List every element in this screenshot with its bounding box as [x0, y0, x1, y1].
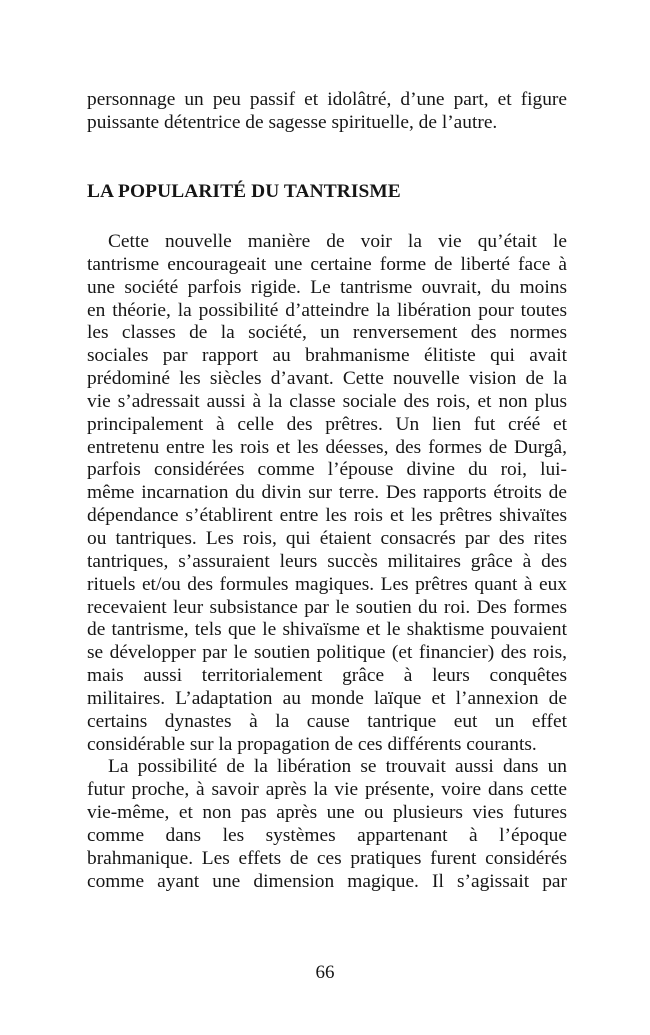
text-line: même incarnation du divin sur terre. Des rapports étroits de	[87, 482, 567, 504]
text-line: brahmanique. Les effets de ces pratiques furent considérés	[87, 847, 567, 869]
text-line: principalement à celle des prêtres. Un lien fut créé et	[87, 413, 567, 435]
text-line: vie-même, et non pas après une ou plusieurs vies futures	[87, 802, 567, 824]
text-line: recevaient leur subsistance par le soutien du roi. Des formes	[87, 596, 567, 618]
text-line: comme ayant une dimension magique. Il s’agissait par	[87, 870, 567, 892]
text-line: mais aussi territorialement grâce à leurs conquêtes	[87, 665, 567, 687]
text-line: considérable sur la propagation de ces différents courants.	[87, 733, 537, 755]
text-line: puissante détentrice de sagesse spirituelle, de l’autre.	[87, 111, 498, 133]
text-line: personnage un peu passif et idolâtré, d’une part, et figure	[87, 89, 567, 110]
section-heading: LA POPULARITÉ DU TANTRISME	[87, 181, 401, 202]
text-line: dépendance s’établirent entre les rois et les prêtres shivaïtes	[87, 505, 567, 527]
text-line: se développer par le soutien politique (et financier) des rois,	[87, 642, 567, 664]
intro-paragraph	[87, 89, 567, 135]
text-line: les classes de la société, un renversement des normes	[87, 322, 567, 344]
text-line: une société parfois rigide. Le tantrisme ouvrait, du moins	[87, 276, 567, 298]
text-line: entretenu entre les rois et les déesses, des formes de Durgâ,	[87, 436, 567, 458]
text-line: Cette nouvelle manière de voir la vie qu’était le	[108, 231, 567, 252]
text-line: prédominé les siècles d’avant. Cette nouvelle vision de la	[87, 368, 567, 390]
text-line: vie s’adressait aussi à la classe sociale des rois, et non plus	[87, 390, 567, 412]
page-number: 66	[315, 962, 335, 983]
text-line: comme dans les systèmes appartenant à l’époque	[87, 824, 567, 846]
text-line: futur proche, à savoir après la vie présente, voire dans cette	[87, 779, 567, 801]
text-line: tantriques, s’assuraient leurs succès militaires grâce à des	[87, 550, 567, 572]
body-text	[87, 231, 567, 893]
text-line: La possibilité de la libération se trouvait aussi dans un	[108, 756, 567, 778]
text-line: certains dynastes à la cause tantrique eut un effet	[87, 710, 567, 732]
text-line: de tantrisme, tels que le shivaïsme et le shaktisme pouvaient	[87, 619, 567, 641]
text-line: sociales par rapport au brahmanisme élitiste qui avait	[87, 345, 567, 367]
text-line: parfois considérées comme l’épouse divine du roi, lui-	[87, 459, 567, 481]
text-line: rituels et/ou des formules magiques. Les prêtres quant à eux	[87, 573, 567, 595]
text-line: militaires. L’adaptation au monde laïque et l’annexion de	[87, 687, 567, 709]
text-line: tantrisme encourageait une certaine forme de liberté face à	[87, 253, 567, 275]
text-line: en théorie, la possibilité d’atteindre la libération pour toutes	[87, 299, 567, 321]
text-line: ou tantriques. Les rois, qui étaient consacrés par des rites	[87, 527, 567, 549]
